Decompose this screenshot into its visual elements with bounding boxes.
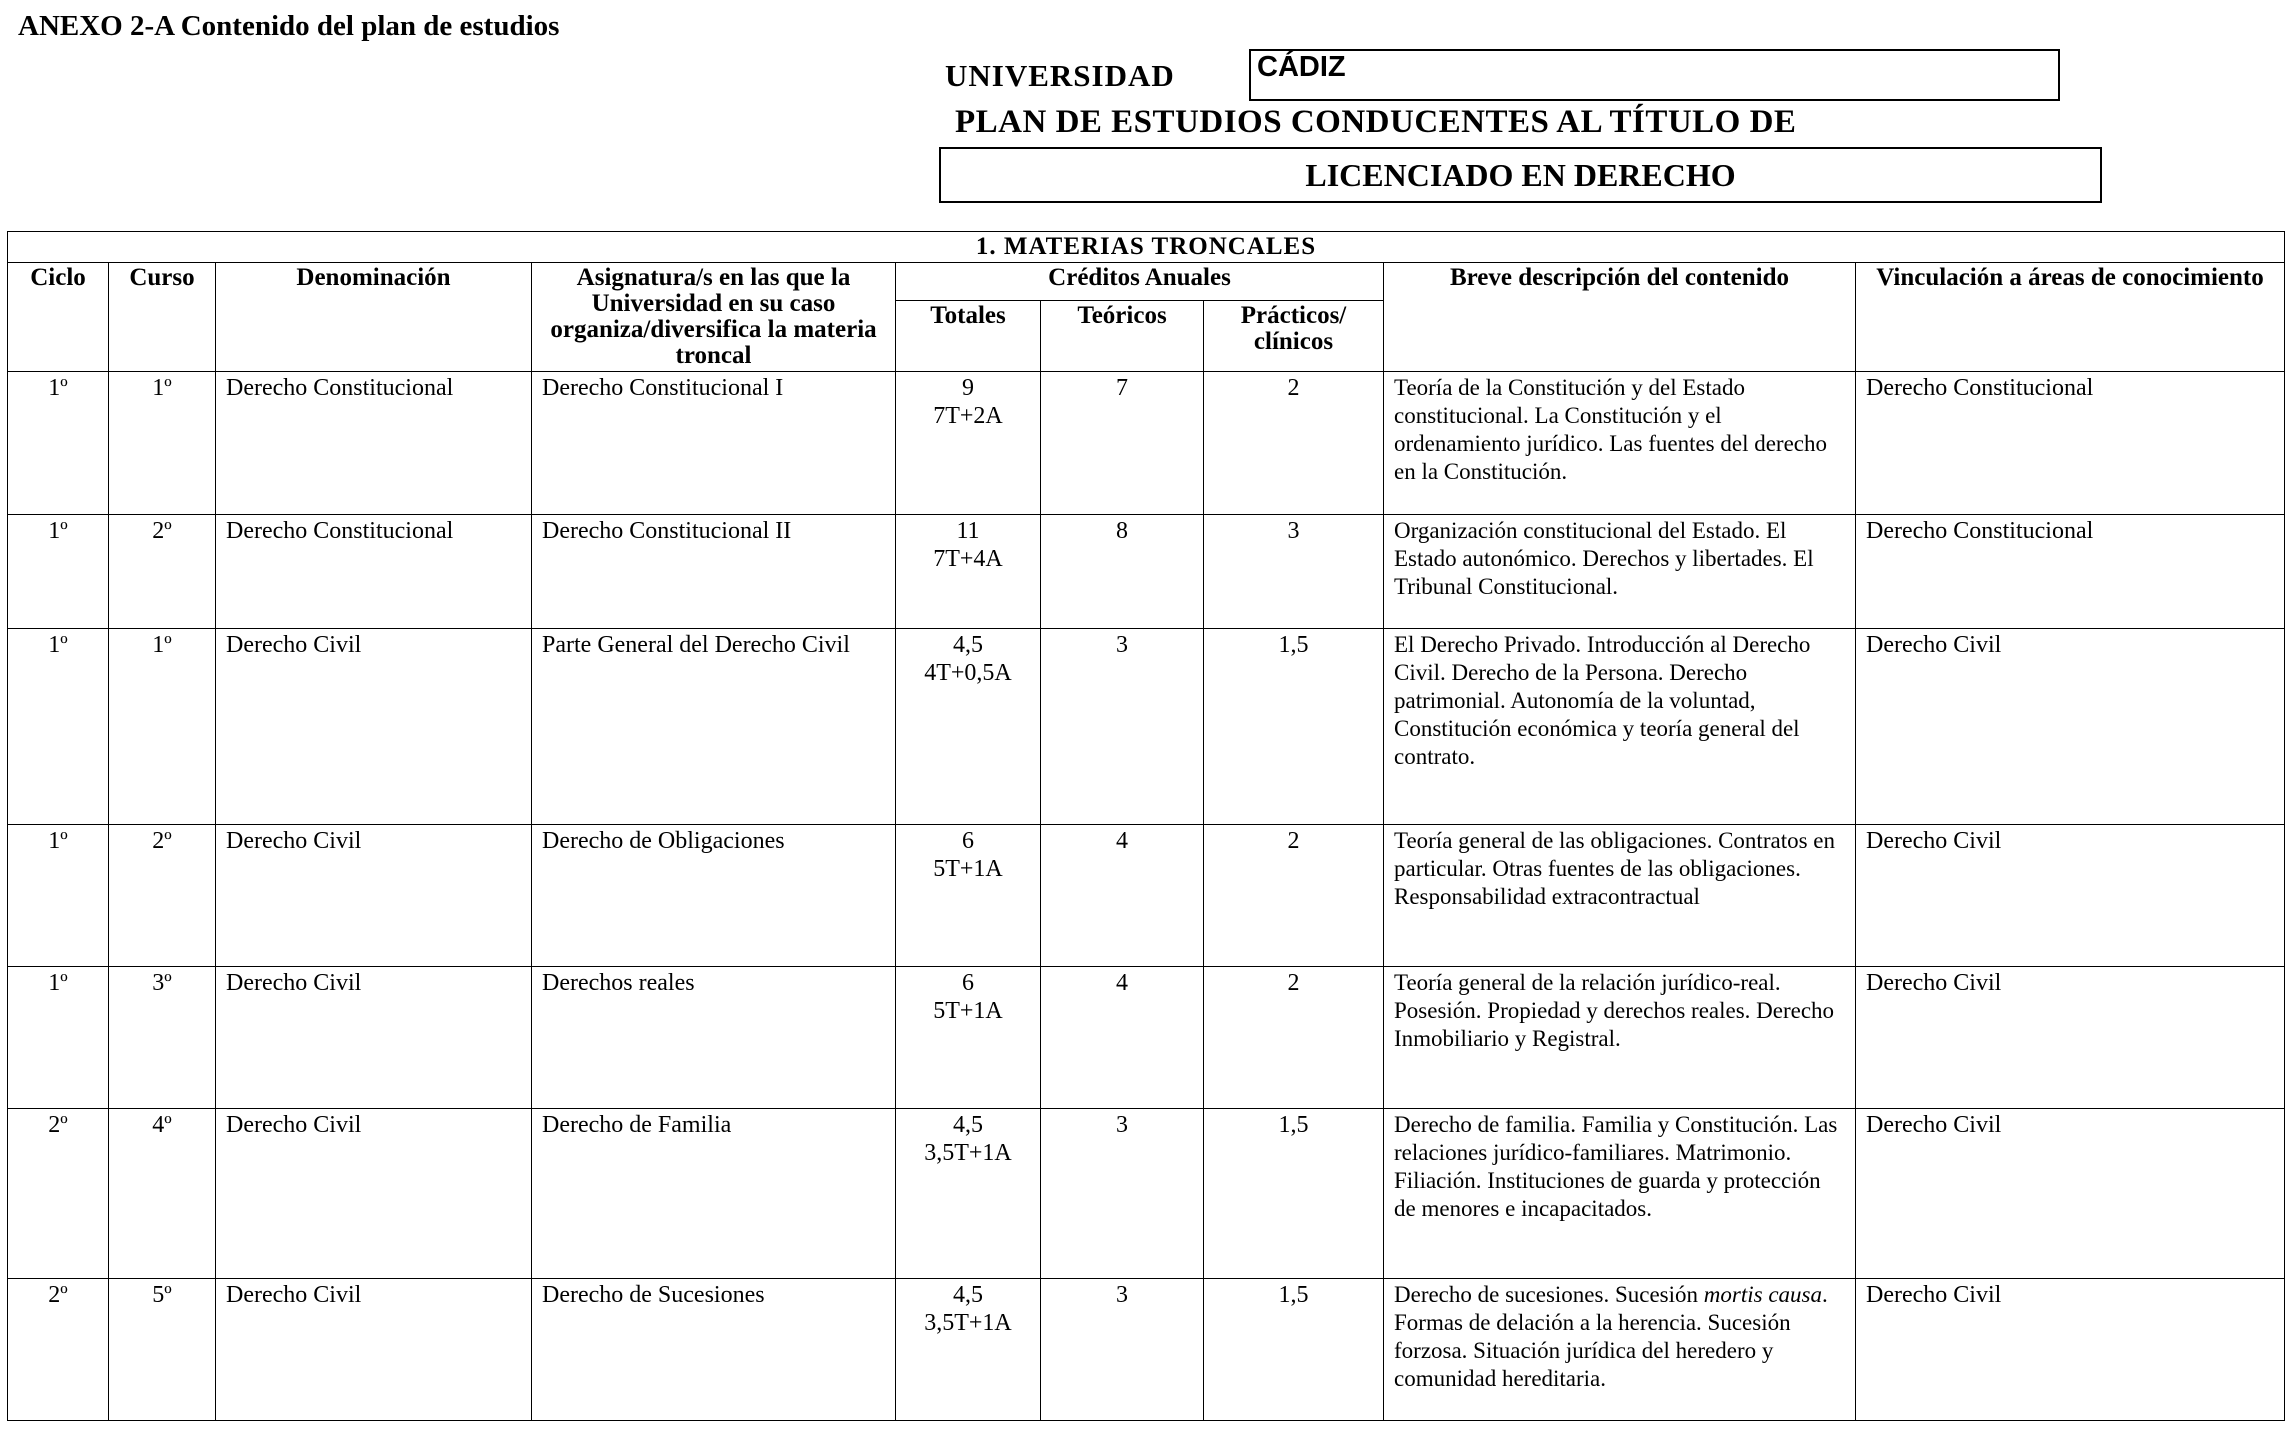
cell-vinculacion: Derecho Civil	[1856, 825, 2285, 967]
cell-totales	[896, 629, 1041, 825]
table-row	[8, 1109, 2285, 1279]
annex-title: ANEXO 2-A Contenido del plan de estudios	[18, 10, 560, 42]
cell-curso: 5º	[109, 1279, 216, 1421]
cell-vinculacion: Derecho Civil	[1856, 1109, 2285, 1279]
cell-teoricos: 8	[1041, 515, 1204, 629]
cell-denominacion: Derecho Civil	[216, 629, 532, 825]
cell-teoricos: 4	[1041, 825, 1204, 967]
cell-curso: 4º	[109, 1109, 216, 1279]
cell-descripcion: Teoría general de las obligaciones. Contratos en particular. Otras fuentes de las obligaciones. Responsabilidad extracontractual	[1384, 825, 1856, 967]
totales-value: 9	[962, 375, 974, 401]
totales-value: 6	[962, 970, 974, 996]
cell-teoricos: 3	[1041, 629, 1204, 825]
cell-totales	[896, 515, 1041, 629]
header-denominacion: Denominación	[216, 263, 532, 372]
table-row	[8, 825, 2285, 967]
cell-practicos: 2	[1204, 825, 1384, 967]
university-value: CÁDIZ	[1257, 51, 1346, 83]
totales-detail: 3,5T+1A	[924, 1140, 1012, 1166]
plan-title: PLAN DE ESTUDIOS CONDUCENTES AL TÍTULO DE	[955, 104, 1797, 140]
cell-practicos: 1,5	[1204, 1279, 1384, 1421]
cell-teoricos: 3	[1041, 1279, 1204, 1421]
cell-asignatura: Parte General del Derecho Civil	[532, 629, 896, 825]
university-label: UNIVERSIDAD	[945, 58, 1175, 93]
university-field	[1249, 49, 2060, 101]
totales-value: 11	[956, 518, 980, 544]
cell-descripcion: Teoría general de la relación jurídico-real. Posesión. Propiedad y derechos reales. Derecho Inmobiliario y Registral.	[1384, 967, 1856, 1109]
cell-teoricos: 7	[1041, 372, 1204, 515]
cell-asignatura: Derecho de Familia	[532, 1109, 896, 1279]
totales-value: 6	[962, 828, 974, 854]
cell-descripcion	[1384, 1279, 1856, 1421]
cell-practicos: 3	[1204, 515, 1384, 629]
header-descripcion: Breve descripción del contenido	[1384, 263, 1856, 372]
cell-ciclo: 1º	[8, 629, 109, 825]
cell-totales	[896, 1279, 1041, 1421]
totales-detail: 5T+1A	[933, 998, 1003, 1024]
header-teoricos: Teóricos	[1041, 301, 1204, 372]
cell-curso: 2º	[109, 515, 216, 629]
cell-vinculacion: Derecho Constitucional	[1856, 515, 2285, 629]
cell-ciclo: 2º	[8, 1279, 109, 1421]
cell-ciclo: 1º	[8, 825, 109, 967]
degree-field	[939, 147, 2102, 203]
descripcion-part: . Formas de delación a la herencia. Sucesión forzosa. Situación jurídica del heredero y comunidad hereditaria.	[1394, 1282, 1828, 1391]
cell-denominacion: Derecho Constitucional	[216, 372, 532, 515]
cell-denominacion: Derecho Civil	[216, 1279, 532, 1421]
cell-descripcion: Organización constitucional del Estado. El Estado autonómico. Derechos y libertades. El Tribunal Constitucional.	[1384, 515, 1856, 629]
cell-ciclo: 1º	[8, 372, 109, 515]
header-curso: Curso	[109, 263, 216, 372]
section-title: 1. MATERIAS TRONCALES	[8, 232, 2285, 263]
cell-asignatura: Derecho de Obligaciones	[532, 825, 896, 967]
cell-curso: 2º	[109, 825, 216, 967]
totales-detail: 7T+2A	[933, 403, 1003, 429]
table-row	[8, 515, 2285, 629]
cell-descripcion: Teoría de la Constitución y del Estado constitucional. La Constitución y el ordenamiento jurídico. Las fuentes del derecho en la Constitución.	[1384, 372, 1856, 515]
header-practicos: Prácticos/ clínicos	[1204, 301, 1384, 372]
totales-detail: 5T+1A	[933, 856, 1003, 882]
cell-totales	[896, 1109, 1041, 1279]
cell-practicos: 2	[1204, 372, 1384, 515]
cell-denominacion: Derecho Constitucional	[216, 515, 532, 629]
table-row	[8, 629, 2285, 825]
totales-value: 4,5	[953, 1282, 983, 1308]
table-row	[8, 372, 2285, 515]
cell-totales	[896, 372, 1041, 515]
cell-asignatura: Derecho de Sucesiones	[532, 1279, 896, 1421]
cell-totales	[896, 967, 1041, 1109]
cell-descripcion: Derecho de familia. Familia y Constitución. Las relaciones jurídico-familiares. Matrimonio. Filiación. Instituciones de guarda y protección de menores e incapacitados.	[1384, 1109, 1856, 1279]
table-row	[8, 1279, 2285, 1421]
cell-denominacion: Derecho Civil	[216, 825, 532, 967]
cell-asignatura: Derecho Constitucional II	[532, 515, 896, 629]
totales-value: 4,5	[953, 632, 983, 658]
cell-curso: 1º	[109, 629, 216, 825]
cell-teoricos: 3	[1041, 1109, 1204, 1279]
table-row	[8, 967, 2285, 1109]
cell-denominacion: Derecho Civil	[216, 967, 532, 1109]
materias-table	[7, 231, 2285, 1421]
cell-denominacion: Derecho Civil	[216, 1109, 532, 1279]
cell-ciclo: 1º	[8, 515, 109, 629]
degree-value: LICENCIADO EN DERECHO	[1305, 156, 1736, 193]
totales-detail: 4T+0,5A	[924, 660, 1012, 686]
cell-vinculacion: Derecho Constitucional	[1856, 372, 2285, 515]
cell-ciclo: 1º	[8, 967, 109, 1109]
cell-practicos: 2	[1204, 967, 1384, 1109]
totales-detail: 7T+4A	[933, 546, 1003, 572]
header-ciclo: Ciclo	[8, 263, 109, 372]
header-vinculacion: Vinculación a áreas de conocimiento	[1856, 263, 2285, 372]
cell-practicos: 1,5	[1204, 1109, 1384, 1279]
header-totales: Totales	[896, 301, 1041, 372]
totales-detail: 3,5T+1A	[924, 1310, 1012, 1336]
cell-vinculacion: Derecho Civil	[1856, 967, 2285, 1109]
totales-value: 4,5	[953, 1112, 983, 1138]
cell-curso: 3º	[109, 967, 216, 1109]
cell-ciclo: 2º	[8, 1109, 109, 1279]
cell-vinculacion: Derecho Civil	[1856, 1279, 2285, 1421]
descripcion-part: Derecho de sucesiones. Sucesión	[1394, 1282, 1699, 1307]
cell-descripcion: El Derecho Privado. Introducción al Derecho Civil. Derecho de la Persona. Derecho patrimonial. Autonomía de la voluntad, Constitución económica y teoría general del contrato.	[1384, 629, 1856, 825]
cell-asignatura: Derechos reales	[532, 967, 896, 1109]
header-asignatura: Asignatura/s en las que la Universidad en su caso organiza/diversifica la materia troncal	[532, 263, 896, 372]
cell-asignatura: Derecho Constitucional I	[532, 372, 896, 515]
descripcion-italic: mortis causa	[1703, 1282, 1822, 1307]
cell-practicos: 1,5	[1204, 629, 1384, 825]
cell-curso: 1º	[109, 372, 216, 515]
cell-totales	[896, 825, 1041, 967]
cell-vinculacion: Derecho Civil	[1856, 629, 2285, 825]
cell-teoricos: 4	[1041, 967, 1204, 1109]
header-creditos: Créditos Anuales	[896, 263, 1384, 301]
